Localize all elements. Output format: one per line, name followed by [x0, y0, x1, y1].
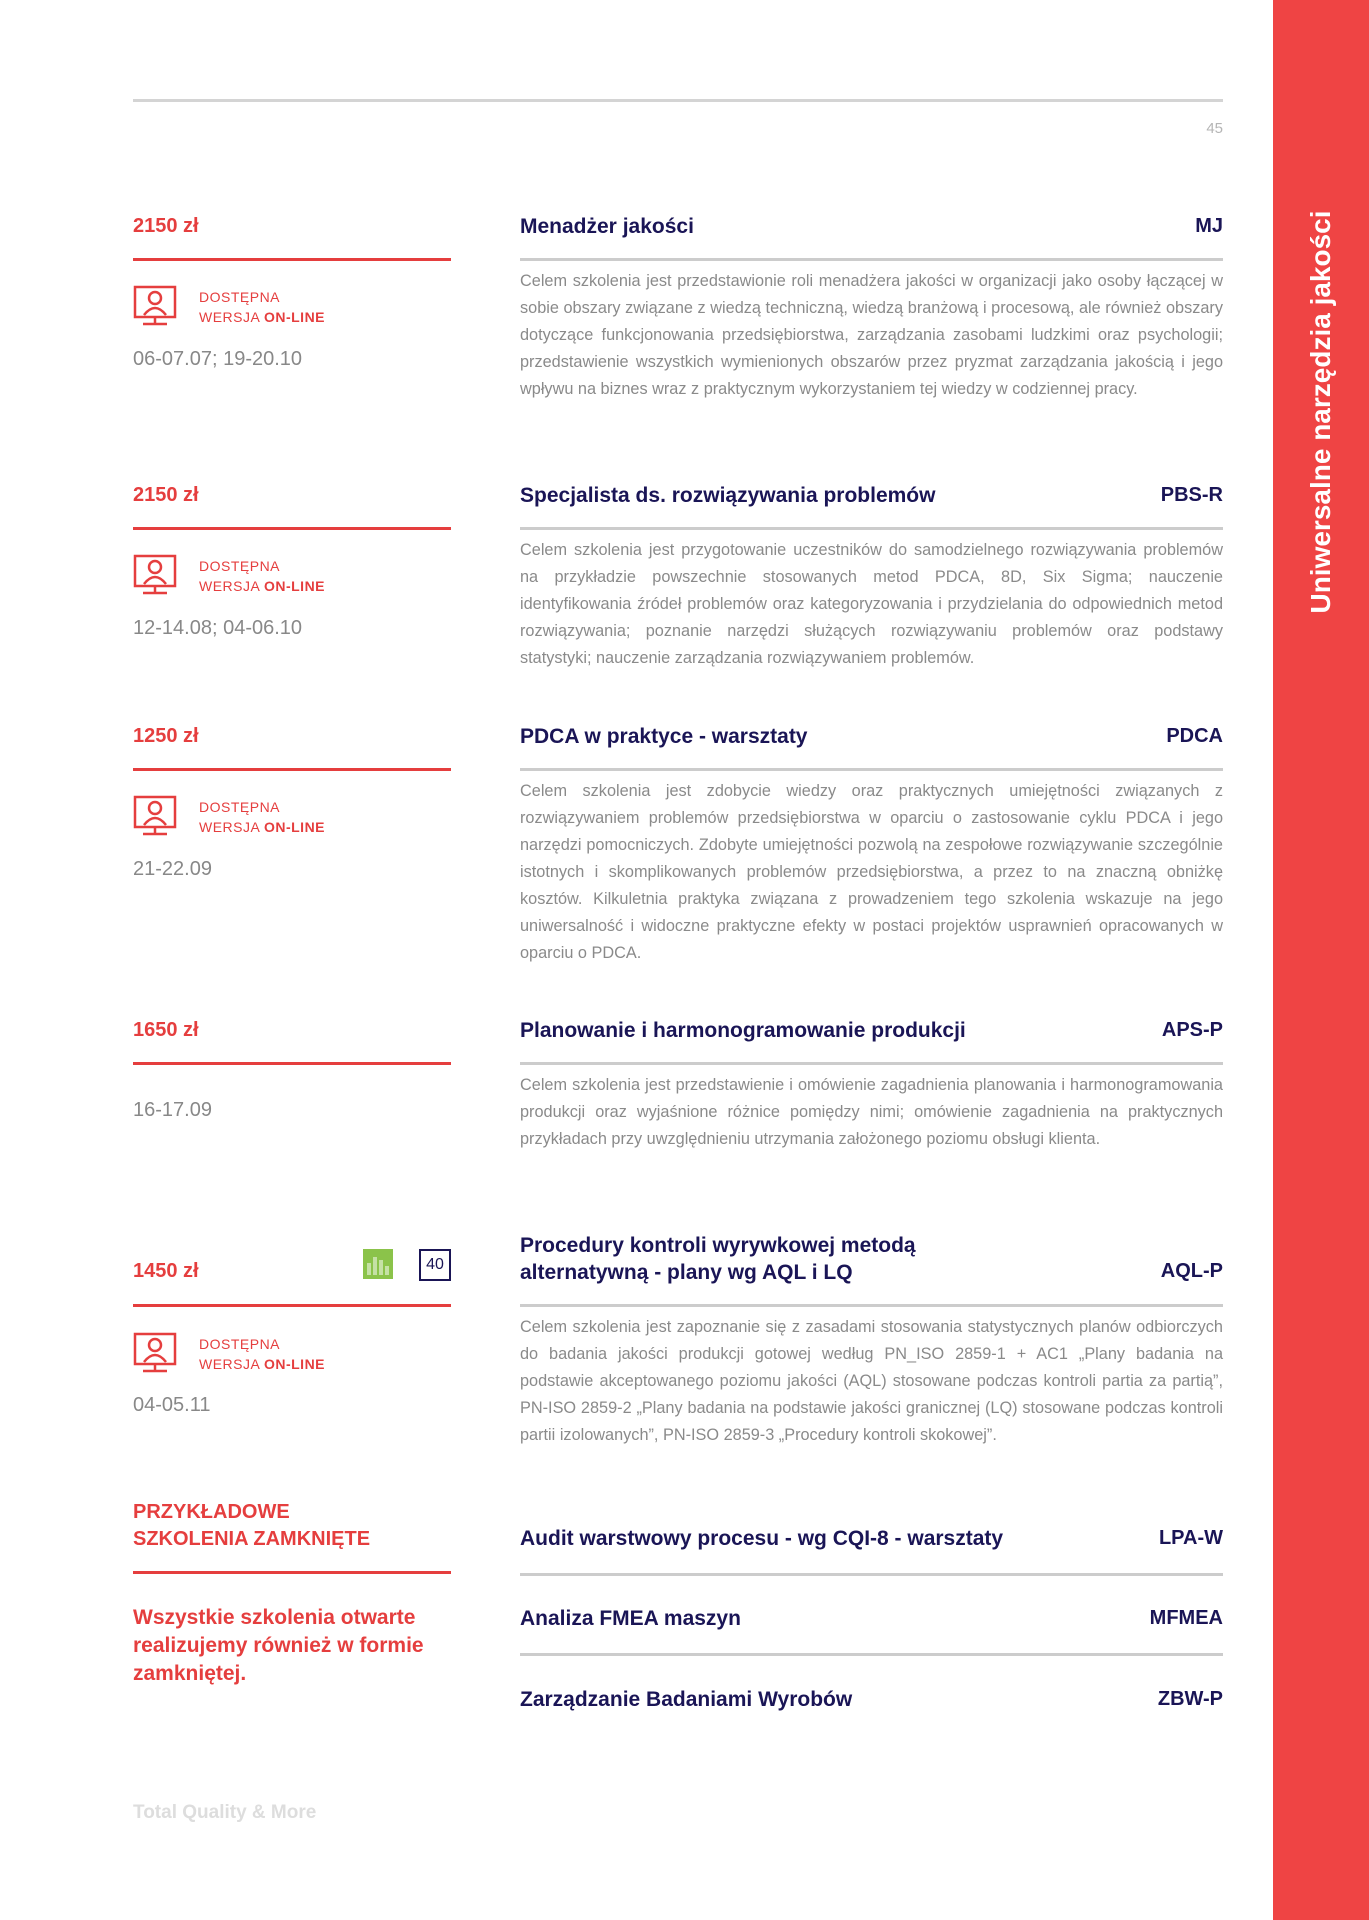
course-price: 2150 zł	[133, 484, 199, 506]
course-title[interactable]: Specjalista ds. rozwiązywania problemów	[520, 484, 936, 507]
course-price: 1650 zł	[133, 1019, 199, 1041]
online-availability	[133, 795, 451, 839]
side-tab-title: Uniwersalne narzędzia jakości	[1305, 210, 1336, 614]
course-description: Celem szkolenia jest zdobycie wiedzy oraz praktycznych umiejętności związanych z rozwiązywaniem problemów przedsiębiorstwa w oparciu o zastosowanie cyklu PDCA i jego narzędzi pomocniczych. Zdobyte umiejętności pozwolą na zespołowe rozwiązywanie szczególnie istotnych i skomplikowanych problemów przedsiębiorstwa, a przez to na znaczną obniżkę kosztów. Kilkuletnia praktyka związana z prowadzeniem tego szkolenia wskazuje na jego uniwersalność i widoczne praktyczne efekty w postaci projektów usprawnień opracowanych w oparciu o PDCA.	[520, 782, 1223, 962]
online-line1: DOSTĘPNA	[199, 799, 281, 815]
closed-heading-line1: PRZYKŁADOWE	[133, 1501, 290, 1523]
online-line2	[199, 1354, 325, 1374]
price-rule	[133, 1304, 451, 1307]
course-code: PBS-R	[1160, 484, 1223, 506]
monitor-person-icon	[133, 1332, 177, 1374]
closed-item-separator	[520, 1573, 1223, 1576]
course-title[interactable]: PDCA w praktyce - warsztaty	[520, 725, 808, 748]
online-line2-strong: ON-LINE	[263, 309, 326, 325]
online-line2-prefix: WERSJA	[199, 819, 264, 835]
online-line2-prefix: WERSJA	[199, 578, 264, 594]
course-pbs-r	[133, 482, 1223, 682]
course-pdca	[133, 723, 1223, 973]
course-mj	[133, 213, 1223, 433]
online-label	[199, 556, 325, 596]
online-line2	[199, 576, 325, 596]
online-availability	[133, 1332, 451, 1376]
closed-item[interactable]	[520, 1688, 1223, 1728]
online-line1: DOSTĘPNA	[199, 558, 281, 574]
online-label	[199, 797, 325, 837]
price-rule	[133, 527, 451, 530]
price-rule	[133, 1062, 451, 1065]
title-rule	[520, 527, 1223, 530]
course-title[interactable]: Menadżer jakości	[520, 215, 694, 238]
price-rule	[133, 258, 451, 261]
course-dates: 12-14.08; 04-06.10	[133, 617, 303, 639]
online-label	[199, 1334, 325, 1374]
green-bar-chart-icon	[363, 1249, 393, 1279]
online-line1: DOSTĘPNA	[199, 1336, 281, 1352]
course-code: AQL-P	[1160, 1260, 1223, 1282]
online-availability	[133, 285, 451, 329]
closed-trainings-heading	[133, 1499, 451, 1553]
closed-trainings-note: Wszystkie szkolenia otwarte realizujemy również w formie zamkniętej.	[133, 1606, 424, 1685]
closed-heading-line2: SZKOLENIA ZAMKNIĘTE	[133, 1528, 371, 1550]
online-line2-strong: ON-LINE	[263, 578, 326, 594]
closed-item-separator	[520, 1653, 1223, 1656]
title-rule	[520, 1062, 1223, 1065]
course-code: APS-P	[1161, 1019, 1223, 1041]
monitor-person-icon	[133, 285, 177, 327]
title-rule	[520, 1304, 1223, 1307]
closed-item[interactable]	[520, 1527, 1223, 1567]
closed-item-title: Zarządzanie Badaniami Wyrobów	[520, 1688, 853, 1711]
course-title[interactable]: Procedury kontroli wyrywkowej metodą alternatywną - plany wg AQL i LQ	[520, 1234, 916, 1284]
course-code: MJ	[1195, 215, 1223, 237]
online-line2-strong: ON-LINE	[263, 819, 326, 835]
course-description: Celem szkolenia jest przedstawionie roli menadżera jakości w organizacji jako osoby łączącej w sobie obszary związane z wiedzą techniczną, wiedzą branżową i procesową, ale również obszary dotyczące funkcjonowania przedsiębiorstwa, zarządzania zasobami ludzkimi oraz psychologii; przedstawienie wszystkich wymienionych obszarów przez pryzmat zarządzania jakością i jego wpływu na biznes wraz z praktycznym wykorzystaniem tej wiedzy w codziennej pracy.	[520, 272, 1223, 398]
title-rule	[520, 258, 1223, 261]
course-dates: 04-05.11	[133, 1394, 211, 1416]
closed-item-code: MFMEA	[1149, 1607, 1223, 1629]
course-description: Celem szkolenia jest przedstawienie i omówienie zagadnienia planowania i harmonogramowania produkcji oraz wyjaśnione różnice pomiędzy nimi; omówienie zagadnienia na praktycznych przykładach przy uwzględnieniu utrzymania założonego poziomu obsługi klienta.	[520, 1076, 1223, 1148]
course-description: Celem szkolenia jest zapoznanie się z zasadami stosowania statystycznych planów odbiorczych do badania jakości produkcji gotowej według PN_ISO 2859-1 + AC1 „Plany badania na podstawie akceptowanego poziomu jakości (AQL) stosowane podczas kontroli partia za partią”, PN-ISO 2859-2 „Plany badania na podstawie jakości granicznej (LQ) stosowane podczas kontroli partii izolowanych”, PN-ISO 2859-3 „Procedury kontroli skokowej”.	[520, 1318, 1223, 1444]
course-description: Celem szkolenia jest przygotowanie uczestników do samodzielnego rozwiązywania problemów na przykładzie powszechnie stosowanych metod PDCA, 8D, Six Sigma; nauczenie identyfikowania źródeł problemów oraz kategoryzowania i przydzielania do odpowiednich metod rozwiązywania; poznanie narzędzi służących rozwiązywaniu problemów oraz podstawy statystyki; nauczenie zarządzania rozwiązywaniem problemów.	[520, 541, 1223, 667]
price-rule	[133, 768, 451, 771]
closed-item-code: LPA-W	[1158, 1527, 1223, 1549]
online-availability	[133, 554, 451, 598]
closed-item-title: Analiza FMEA maszyn	[520, 1607, 741, 1630]
course-price: 1250 zł	[133, 725, 199, 747]
course-aql-p	[133, 1232, 1223, 1452]
course-dates: 16-17.09	[133, 1099, 212, 1121]
online-line2	[199, 307, 325, 327]
monitor-person-icon	[133, 554, 177, 596]
course-price: 1450 zł	[133, 1260, 199, 1282]
online-label	[199, 287, 325, 327]
footer-brand: Total Quality & More	[133, 1802, 317, 1823]
side-tab	[1273, 0, 1369, 1920]
course-code: PDCA	[1166, 725, 1223, 747]
closed-item-code: ZBW-P	[1157, 1688, 1223, 1710]
closed-heading-rule	[133, 1571, 451, 1574]
course-price: 2150 zł	[133, 215, 199, 237]
course-dates: 21-22.09	[133, 858, 212, 880]
online-line2-prefix: WERSJA	[199, 1356, 264, 1372]
course-title[interactable]: Planowanie i harmonogramowanie produkcji	[520, 1019, 966, 1042]
online-line2	[199, 817, 325, 837]
course-aps-p	[133, 1017, 1223, 1177]
title-rule	[520, 768, 1223, 771]
online-line2-strong: ON-LINE	[263, 1356, 326, 1372]
course-dates: 06-07.07; 19-20.10	[133, 348, 303, 370]
online-line1: DOSTĘPNA	[199, 289, 281, 305]
hours-badge: 40	[419, 1249, 451, 1281]
page-number: 45	[1206, 120, 1223, 137]
top-rule	[133, 99, 1223, 102]
closed-item[interactable]	[520, 1607, 1223, 1647]
monitor-person-icon	[133, 795, 177, 837]
closed-item-title: Audit warstwowy procesu - wg CQI-8 - warsztaty	[520, 1527, 1004, 1550]
online-line2-prefix: WERSJA	[199, 309, 264, 325]
